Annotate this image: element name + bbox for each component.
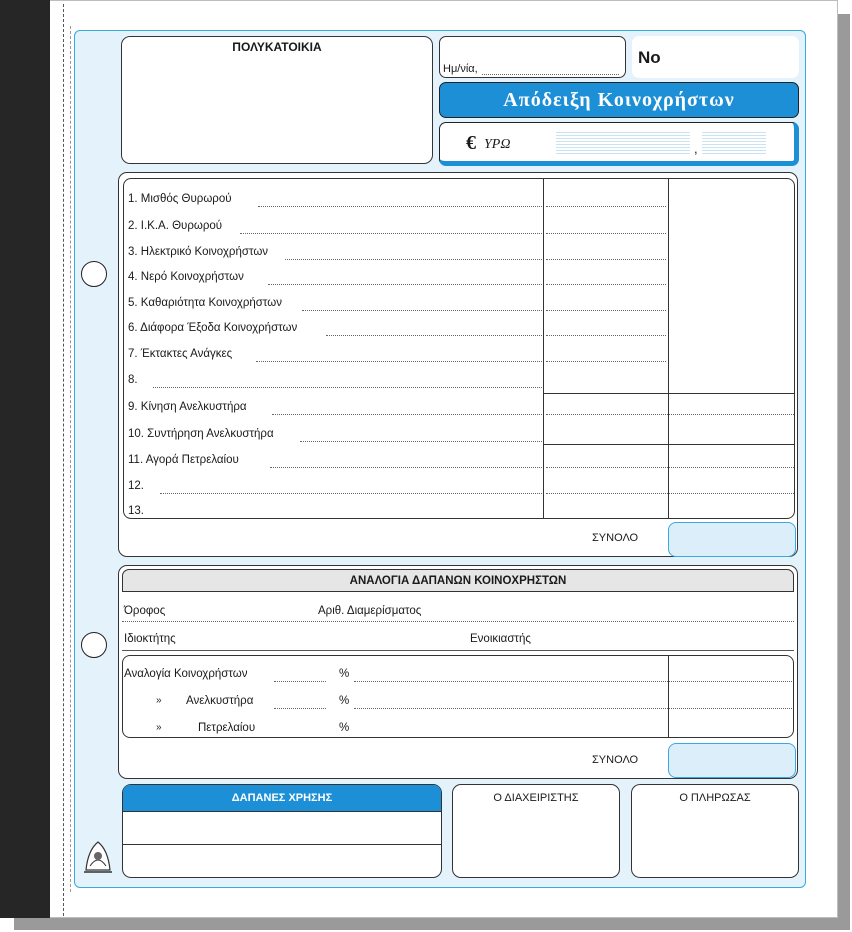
- amount-guide: [546, 310, 666, 311]
- group-divider-1: [543, 393, 794, 394]
- amount-guide: [546, 259, 666, 260]
- euro-icon: €: [466, 132, 476, 154]
- binder-hole-bottom: [81, 632, 107, 658]
- date-label: Ημ/νία,: [443, 63, 478, 75]
- owner-label: Ιδιοκτήτης: [124, 633, 176, 645]
- floor-label: Όροφος: [124, 605, 166, 617]
- expense-label: 10. Συντήρηση Ανελκυστήρα: [128, 428, 274, 440]
- allocation-total-label: ΣΥΝΟΛΟ: [592, 754, 639, 766]
- ditto-mark: »: [156, 722, 162, 733]
- tenant-label: Ενοικιαστής: [470, 633, 531, 645]
- group-divider-2: [543, 444, 794, 445]
- date-box[interactable]: [439, 36, 626, 78]
- owner-field-line[interactable]: [122, 650, 794, 651]
- currency-text: ΥΡΩ: [484, 137, 511, 152]
- expense-label: 2. Ι.Κ.Α. Θυρωρού: [128, 220, 223, 232]
- amount-guide: [546, 361, 666, 362]
- percent-unit: %: [339, 722, 350, 734]
- building-box: [121, 36, 433, 164]
- amount-guide: [546, 414, 794, 415]
- allocation-label: Αναλογία Κοινοχρήστων: [124, 668, 248, 680]
- manager-signature-box[interactable]: [452, 784, 620, 878]
- binder-hole-top: [81, 261, 107, 287]
- expense-label: 12.: [128, 480, 144, 492]
- amount-guide: [546, 467, 794, 468]
- amount-guide: [546, 233, 666, 234]
- floor-field-line[interactable]: [122, 621, 794, 622]
- expense-label: 8.: [128, 374, 138, 386]
- usage-row-divider: [123, 844, 441, 845]
- payer-label: Ο ΠΛΗΡΩΣΑΣ: [679, 792, 751, 804]
- amount-column-divider: [543, 178, 544, 518]
- manager-label: Ο ΔΙΑΧΕΙΡΙΣΤΗΣ: [493, 792, 579, 804]
- percent-unit: %: [339, 668, 350, 680]
- expense-label: 1. Μισθός Θυρωρού: [128, 193, 232, 205]
- usage-expenses-label: ΔΑΠΑΝΕΣ ΧΡΗΣΗΣ: [231, 792, 333, 804]
- allocation-total-field[interactable]: [668, 743, 796, 778]
- expense-label: 5. Καθαριότητα Κοινοχρήστων: [128, 297, 282, 309]
- expense-label: 13.: [128, 505, 144, 517]
- percent-unit: %: [339, 695, 350, 707]
- allocation-title-bar: [122, 569, 794, 592]
- amount-guide: [546, 335, 666, 336]
- allocation-label: Ανελκυστήρα: [186, 695, 254, 707]
- usage-expenses-box: [122, 784, 442, 878]
- allocation-title: ΑΝΑΛΟΓΙΑ ΔΑΠΑΝΩΝ ΚΟΙΝΟΧΡΗΣΤΩΝ: [349, 575, 567, 587]
- date-field-line[interactable]: [482, 74, 619, 75]
- amount-guide: [546, 493, 794, 494]
- expense-label: 7. Έκτακτες Ανάγκες: [128, 348, 233, 360]
- amount-box[interactable]: [439, 122, 799, 166]
- perforation-line-inner: [70, 26, 71, 892]
- amount-guide: [546, 284, 666, 285]
- expenses-total-label: ΣΥΝΟΛΟ: [592, 532, 639, 544]
- expense-label: 6. Διάφορα Έξοδα Κοινοχρήστων: [128, 322, 298, 334]
- amount-hatch-decimal[interactable]: [702, 132, 766, 156]
- number-box: [632, 36, 799, 78]
- title-banner: [439, 82, 799, 118]
- allocation-label: Πετρελαίου: [198, 722, 256, 734]
- usage-expenses-header: [123, 785, 441, 812]
- decimal-separator: ,: [694, 141, 698, 156]
- expenses-total-field[interactable]: [668, 522, 796, 557]
- expense-label: 4. Νερό Κοινοχρήστων: [128, 271, 244, 283]
- allocation-amount-divider: [668, 656, 669, 737]
- expense-label: 11. Αγορά Πετρελαίου: [128, 454, 239, 466]
- amount-guide: [546, 206, 666, 207]
- expense-label: 3. Ηλεκτρικό Κοινοχρήστων: [128, 246, 269, 258]
- publisher-logo-icon: [80, 836, 116, 876]
- perforation-line: [63, 4, 64, 916]
- number-label: No: [638, 48, 661, 67]
- receipt-title: Απόδειξη Κοινοχρήστων: [503, 89, 735, 111]
- expense-label: 9. Κίνηση Ανελκυστήρα: [128, 401, 247, 413]
- ditto-mark: »: [156, 695, 162, 706]
- apartment-label: Αριθ. Διαμερίσματος: [318, 605, 422, 617]
- building-label: ΠΟΛΥΚΑΤΟΙΚΙΑ: [232, 40, 322, 54]
- payer-signature-box[interactable]: [631, 784, 799, 878]
- binding-spine: [0, 0, 50, 918]
- amount-hatch-integer[interactable]: [556, 132, 690, 156]
